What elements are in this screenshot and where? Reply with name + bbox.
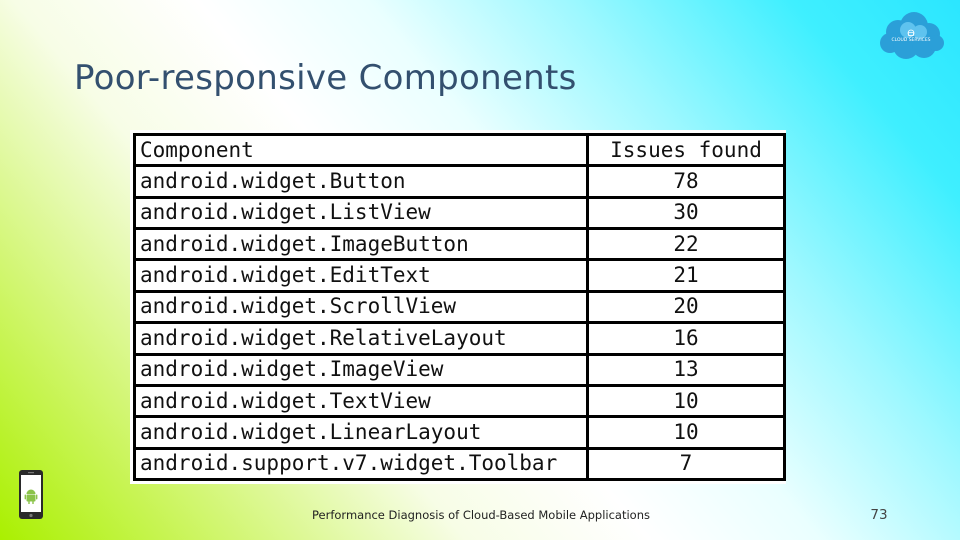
- android-phone-icon: [18, 469, 44, 520]
- cloud-logo: [878, 10, 944, 62]
- components-table-image: [130, 130, 786, 484]
- cloud-icon: [878, 10, 944, 62]
- component-cell: android.widget.RelativeLayout: [135, 323, 588, 354]
- slide-footer: Performance Diagnosis of Cloud-Based Mobile Applications: [312, 508, 650, 522]
- header-component: Component: [135, 135, 588, 166]
- issues-cell: 30: [588, 197, 785, 228]
- component-cell: android.support.v7.widget.Toolbar: [135, 448, 588, 479]
- page-number: 73: [870, 507, 888, 523]
- issues-cell: 22: [588, 229, 785, 260]
- component-cell: android.widget.TextView: [135, 385, 588, 416]
- table-row: [135, 291, 785, 322]
- logo-text: CLOUD SERVICES: [891, 38, 931, 43]
- issues-cell: 78: [588, 166, 785, 197]
- component-cell: android.widget.ScrollView: [135, 291, 588, 322]
- component-cell: android.widget.LinearLayout: [135, 417, 588, 448]
- component-cell: android.widget.EditText: [135, 260, 588, 291]
- table-row: [135, 354, 785, 385]
- issues-cell: 10: [588, 417, 785, 448]
- components-table: [133, 133, 786, 481]
- table-row: [135, 260, 785, 291]
- component-cell: android.widget.ImageButton: [135, 229, 588, 260]
- table-row: [135, 197, 785, 228]
- header-issues-found: Issues found: [588, 135, 785, 166]
- table-row: [135, 417, 785, 448]
- issues-cell: 16: [588, 323, 785, 354]
- issues-cell: 13: [588, 354, 785, 385]
- table-row: [135, 323, 785, 354]
- issues-cell: 20: [588, 291, 785, 322]
- component-cell: android.widget.ImageView: [135, 354, 588, 385]
- component-cell: android.widget.ListView: [135, 197, 588, 228]
- slide-title: Poor-responsive Components: [74, 58, 577, 98]
- table-row: [135, 166, 785, 197]
- table-row: [135, 385, 785, 416]
- table-header-row: [135, 135, 785, 166]
- component-cell: android.widget.Button: [135, 166, 588, 197]
- table-row: [135, 229, 785, 260]
- issues-cell: 21: [588, 260, 785, 291]
- issues-cell: 7: [588, 448, 785, 479]
- issues-cell: 10: [588, 385, 785, 416]
- table-row: [135, 448, 785, 479]
